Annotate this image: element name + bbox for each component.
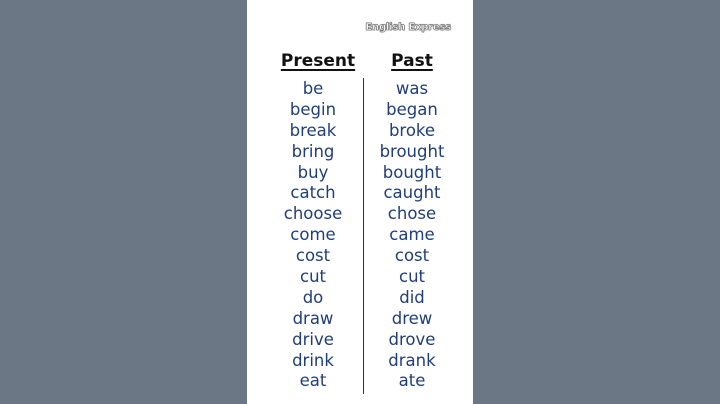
present-word: break xyxy=(289,120,337,140)
past-word: drove xyxy=(388,329,436,349)
present-word: catch xyxy=(290,183,336,203)
present-word: cost xyxy=(295,246,331,266)
past-word: cost xyxy=(394,246,430,266)
past-word: caught xyxy=(383,183,441,203)
present-word: drive xyxy=(292,329,334,349)
present-word: do xyxy=(302,287,324,307)
channel-watermark: English Express xyxy=(365,22,451,33)
present-word: be xyxy=(302,79,324,98)
present-word: eat xyxy=(299,371,327,391)
past-word: drew xyxy=(391,308,433,328)
present-word: draw xyxy=(292,308,334,328)
column-divider xyxy=(363,78,364,394)
verb-card xyxy=(247,0,473,404)
present-word: drink xyxy=(292,350,334,370)
present-word: bring xyxy=(291,141,335,161)
past-word: came xyxy=(389,225,435,245)
past-word: broke xyxy=(388,120,436,140)
present-word: buy xyxy=(297,162,329,182)
past-word: was xyxy=(395,79,429,98)
past-tense-list xyxy=(380,79,445,392)
present-column-header: Present xyxy=(280,51,356,71)
past-word: did xyxy=(399,287,425,307)
past-word: ate xyxy=(398,371,426,391)
past-word: bought xyxy=(382,162,442,182)
present-word: cut xyxy=(300,267,326,287)
past-word: brought xyxy=(379,141,445,161)
past-word: drank xyxy=(388,350,436,370)
present-tense-list xyxy=(284,79,342,392)
past-word: chose xyxy=(387,204,437,224)
present-word: come xyxy=(290,225,336,245)
past-column-header: Past xyxy=(391,51,433,71)
present-word: begin xyxy=(289,99,337,119)
past-word: cut xyxy=(398,267,425,287)
present-word: choose xyxy=(283,204,343,224)
past-word: began xyxy=(386,99,438,119)
